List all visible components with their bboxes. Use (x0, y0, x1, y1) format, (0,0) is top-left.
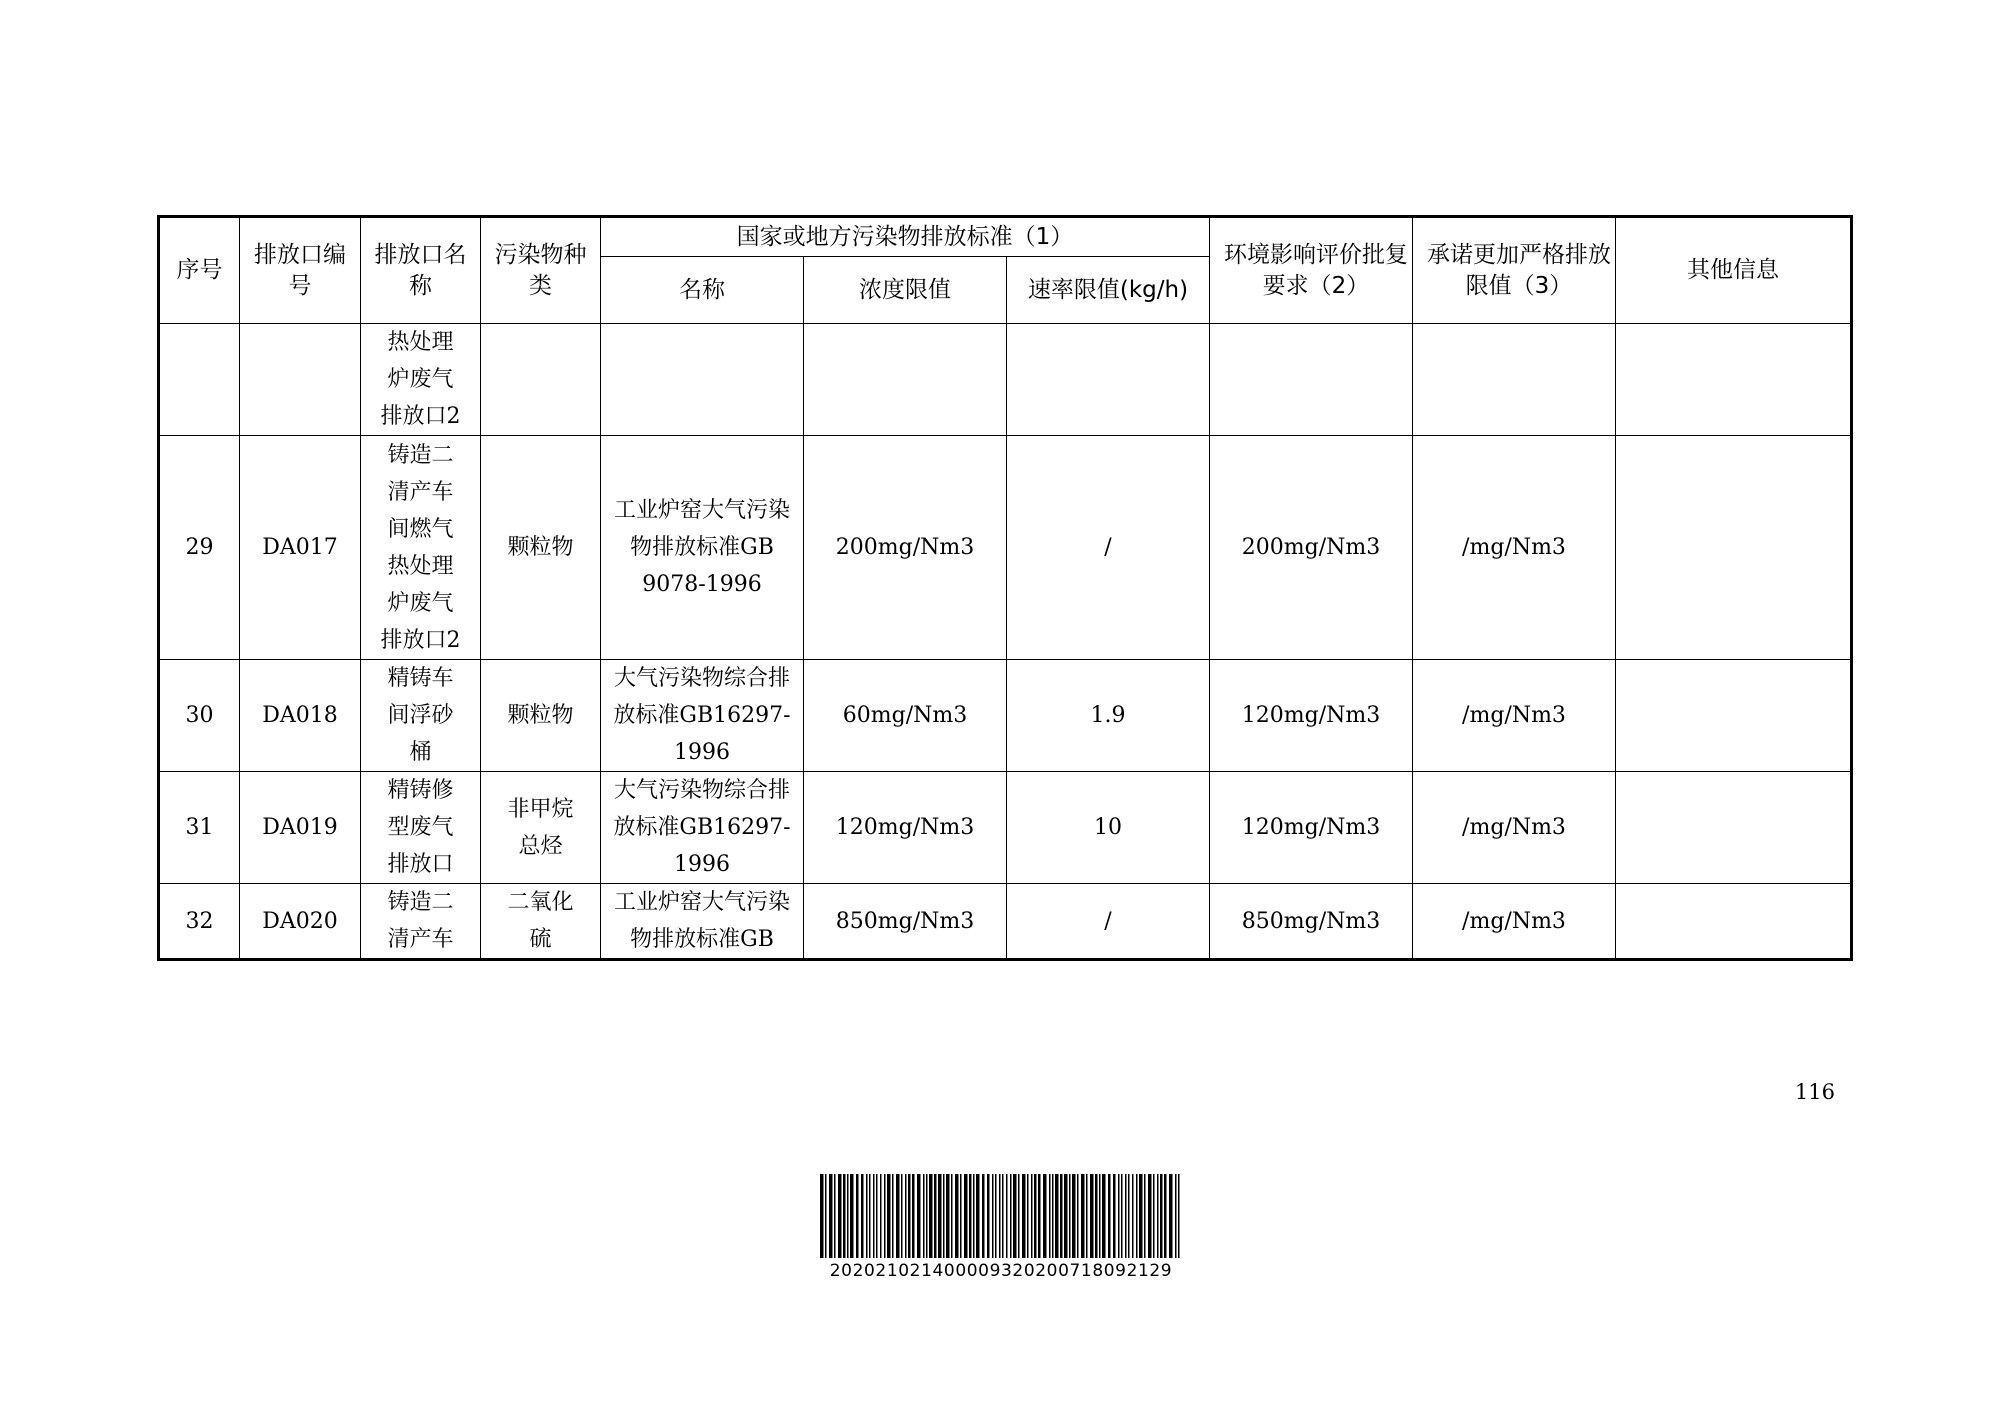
barcode-bar (1175, 1174, 1177, 1258)
cell-standard (601, 884, 804, 960)
barcode-bar (834, 1174, 836, 1258)
header-standard-name-label: 名称 (679, 276, 725, 303)
barcode-bar (1157, 1174, 1159, 1258)
barcode-bar (1113, 1174, 1116, 1258)
barcode-bar (969, 1174, 972, 1258)
barcode-bar (976, 1174, 980, 1258)
barcode-bars (818, 1174, 1184, 1258)
cell-rate: 10 (1007, 772, 1210, 884)
header-stricter-label: 承诺更加严格排放限值（3） (1427, 241, 1611, 299)
cell-seq: 31 (159, 772, 240, 884)
barcode-bar (843, 1174, 846, 1258)
cell-standard (601, 772, 804, 884)
cell-rate: / (1007, 436, 1210, 660)
cell-rate: 1.9 (1007, 660, 1210, 772)
barcode-bar (982, 1174, 985, 1258)
cell-stricter: /mg/Nm3 (1413, 660, 1616, 772)
barcode-bar (892, 1174, 894, 1258)
barcode-bar (1102, 1174, 1106, 1258)
barcode-bar (1118, 1174, 1120, 1258)
barcode-bar (992, 1174, 994, 1258)
table-row (159, 660, 1852, 772)
barcode-bar (1132, 1174, 1134, 1258)
barcode-bar (1060, 1174, 1063, 1258)
cell-name-text: 精铸修型废气排放口 (387, 778, 454, 877)
header-seq-label: 序号 (176, 257, 223, 283)
header-other-label: 其他信息 (1687, 257, 1779, 283)
barcode-bar (869, 1174, 871, 1258)
barcode-bar (955, 1174, 959, 1258)
barcode-bar (876, 1174, 878, 1258)
cell-name (361, 884, 481, 960)
barcode-bar (1006, 1174, 1008, 1258)
barcode-bar (1121, 1174, 1123, 1258)
barcode-bar (838, 1174, 842, 1258)
barcode-bar (1108, 1174, 1111, 1258)
barcode-bar (1027, 1174, 1029, 1258)
header-outlet-code (240, 217, 361, 324)
table-row (159, 772, 1852, 884)
cell-code: DA018 (240, 660, 361, 772)
cell-other (1616, 324, 1852, 436)
barcode-bar (829, 1174, 833, 1258)
barcode-bar (1081, 1174, 1085, 1258)
barcode-bar (856, 1174, 859, 1258)
barcode-bar (1169, 1174, 1173, 1258)
cell-stricter: /mg/Nm3 (1413, 772, 1616, 884)
cell-standard (601, 436, 804, 660)
header-eia-label: 环境影响评价批复要求（2） (1224, 241, 1408, 299)
barcode-bar (1164, 1174, 1167, 1258)
barcode-bar (1049, 1174, 1051, 1258)
barcode-bar (1002, 1174, 1004, 1258)
barcode-bar (1148, 1174, 1152, 1258)
header-outlet-name-label: 排放口名称 (374, 241, 467, 299)
barcode-bar (1128, 1174, 1130, 1258)
barcode-bar (1086, 1174, 1088, 1258)
cell-pollutant: 颗粒物 (481, 436, 601, 660)
cell-eia: 200mg/Nm3 (1210, 436, 1413, 660)
page-number: 116 (1794, 1080, 1835, 1104)
header-concentration-limit (804, 257, 1007, 324)
barcode (818, 1174, 1184, 1258)
barcode-bar (850, 1174, 854, 1258)
barcode-bar (1125, 1174, 1127, 1258)
barcode-bar (1022, 1174, 1026, 1258)
cell-eia: 120mg/Nm3 (1210, 660, 1413, 772)
cell-eia: 850mg/Nm3 (1210, 884, 1413, 960)
barcode-bar (847, 1174, 849, 1258)
cell-name-text: 热处理炉废气排放口2 (380, 330, 461, 429)
barcode-bar (946, 1174, 950, 1258)
cell-name (361, 660, 481, 772)
barcode-bar (880, 1174, 882, 1258)
barcode-bar (884, 1174, 886, 1258)
cell-rate (1007, 324, 1210, 436)
cell-seq (159, 324, 240, 436)
cell-code: DA017 (240, 436, 361, 660)
barcode-bar (1160, 1174, 1163, 1258)
cell-standard-text: 工业炉窑大气污染物排放标准GB (613, 890, 790, 952)
barcode-bar (973, 1174, 975, 1258)
barcode-bar (1010, 1174, 1012, 1258)
barcode-bar (1031, 1174, 1033, 1258)
cell-pollutant (481, 884, 601, 960)
cell-eia (1210, 324, 1413, 436)
barcode-bar (1072, 1174, 1076, 1258)
barcode-bar (1178, 1174, 1180, 1258)
cell-standard-text: 大气污染物综合排放标准GB16297-1996 (613, 666, 791, 765)
cell-name (361, 436, 481, 660)
cell-code (240, 324, 361, 436)
header-outlet-code-label: 排放口编号 (254, 241, 346, 299)
header-rate-label: 速率限值(kg/h) (1027, 276, 1189, 303)
barcode-bar (987, 1174, 990, 1258)
cell-concentration: 120mg/Nm3 (804, 772, 1007, 884)
barcode-bar (964, 1174, 968, 1258)
cell-seq: 32 (159, 884, 240, 960)
table-row (159, 436, 1852, 660)
cell-other (1616, 772, 1852, 884)
cell-seq: 30 (159, 660, 240, 772)
header-standard-name (601, 257, 804, 324)
cell-concentration: 850mg/Nm3 (804, 884, 1007, 960)
barcode-bar (995, 1174, 997, 1258)
cell-name-text: 铸造二清产车 (387, 890, 454, 952)
barcode-bar (960, 1174, 962, 1258)
cell-eia: 120mg/Nm3 (1210, 772, 1413, 884)
cell-standard (601, 324, 804, 436)
cell-concentration: 60mg/Nm3 (804, 660, 1007, 772)
barcode-bar (1095, 1174, 1098, 1258)
barcode-number: 202021021400009320200718092129 (829, 1261, 1173, 1281)
cell-concentration: 200mg/Nm3 (804, 436, 1007, 660)
barcode-bar (866, 1174, 868, 1258)
header-stricter-limit (1413, 217, 1616, 324)
barcode-bar (1052, 1174, 1054, 1258)
table-row (159, 324, 1852, 436)
barcode-bar (1077, 1174, 1079, 1258)
barcode-bar (929, 1174, 933, 1258)
cell-pollutant: 颗粒物 (481, 660, 601, 772)
header-standard-group-label: 国家或地方污染物排放标准（1） (736, 223, 1074, 250)
barcode-bar (905, 1174, 907, 1258)
cell-pollutant-text: 非甲烷总烃 (507, 796, 574, 859)
barcode-bar (923, 1174, 925, 1258)
barcode-bar (861, 1174, 864, 1258)
header-seq (159, 217, 240, 324)
barcode-bar (901, 1174, 903, 1258)
barcode-bar (873, 1174, 875, 1258)
header-outlet-name (361, 217, 481, 324)
cell-name (361, 324, 481, 436)
cell-other (1616, 884, 1852, 960)
header-pollutant (481, 217, 601, 324)
barcode-bar (1013, 1174, 1017, 1258)
barcode-bar (1064, 1174, 1068, 1258)
barcode-bar (908, 1174, 911, 1258)
cell-name (361, 772, 481, 884)
barcode-bar (917, 1174, 921, 1258)
cell-name-text: 铸造二清产车间燃气热处理炉废气排放口2 (380, 442, 461, 653)
cell-stricter: /mg/Nm3 (1413, 436, 1616, 660)
cell-concentration (804, 324, 1007, 436)
barcode-bar (1038, 1174, 1041, 1258)
cell-pollutant-text: 二氧化硫 (507, 890, 574, 952)
cell-seq: 29 (159, 436, 240, 660)
barcode-bar (1018, 1174, 1020, 1258)
cell-standard (601, 660, 804, 772)
barcode-bar (1139, 1174, 1143, 1258)
cell-pollutant (481, 324, 601, 436)
barcode-bar (934, 1174, 937, 1258)
barcode-bar (896, 1174, 900, 1258)
header-rate-limit (1007, 257, 1210, 324)
barcode-bar (938, 1174, 942, 1258)
header-standard-group (601, 217, 1210, 257)
barcode-bar (1055, 1174, 1059, 1258)
cell-pollutant (481, 772, 601, 884)
barcode-bar (999, 1174, 1001, 1258)
barcode-bar (1069, 1174, 1071, 1258)
barcode-bar (1090, 1174, 1094, 1258)
barcode-bar (1034, 1174, 1037, 1258)
cell-stricter (1413, 324, 1616, 436)
header-other-info (1616, 217, 1852, 324)
cell-code: DA019 (240, 772, 361, 884)
barcode-bar (1136, 1174, 1138, 1258)
barcode-bar (1144, 1174, 1146, 1258)
header-pollutant-label: 污染物种类 (494, 241, 587, 299)
cell-rate: / (1007, 884, 1210, 960)
cell-other (1616, 436, 1852, 660)
barcode-bar (943, 1174, 945, 1258)
cell-other (1616, 660, 1852, 772)
cell-standard-text: 工业炉窑大气污染物排放标准GB 9078-1996 (613, 498, 790, 597)
barcode-bar (887, 1174, 891, 1258)
emission-standards-table (157, 215, 1853, 961)
cell-stricter: /mg/Nm3 (1413, 884, 1616, 960)
barcode-bar (1099, 1174, 1101, 1258)
cell-standard-text: 大气污染物综合排放标准GB16297-1996 (613, 778, 791, 877)
barcode-bar (926, 1174, 928, 1258)
barcode-bar (1043, 1174, 1047, 1258)
barcode-bar (825, 1174, 827, 1258)
barcode-bar (1153, 1174, 1155, 1258)
barcode-bar (912, 1174, 915, 1258)
cell-name-text: 精铸车间浮砂桶 (387, 666, 454, 765)
barcode-bar (820, 1174, 824, 1258)
header-concentration-label: 浓度限值 (859, 276, 951, 303)
header-eia-requirement (1210, 217, 1413, 324)
table-row (159, 884, 1852, 960)
barcode-bar (951, 1174, 953, 1258)
cell-code: DA020 (240, 884, 361, 960)
